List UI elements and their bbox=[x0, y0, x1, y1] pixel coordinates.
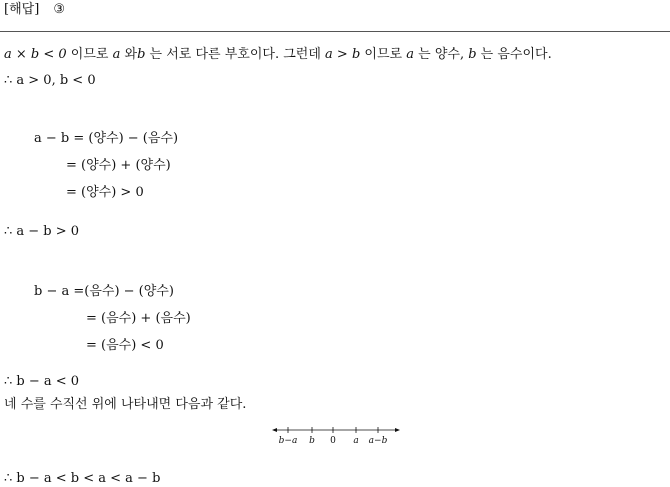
explanation-line-1 bbox=[4, 47, 552, 63]
math-a: a bbox=[406, 47, 414, 62]
answer-header bbox=[4, 2, 65, 18]
label-zero: 0 bbox=[330, 436, 336, 446]
answer-label: [해답] bbox=[4, 2, 40, 17]
number-line bbox=[270, 424, 402, 448]
math-a: a bbox=[112, 47, 121, 62]
number-line-intro: 네 수를 수직선 위에 나타내면 다음과 같다. bbox=[4, 397, 247, 412]
text: 이므로 bbox=[360, 47, 407, 62]
text: 와 bbox=[120, 47, 138, 62]
label-b: b bbox=[309, 436, 315, 446]
conclusion-1: ∴ a − b > 0 bbox=[4, 224, 80, 239]
conclusion-2: ∴ b − a < 0 bbox=[4, 374, 80, 389]
label-a-minus-b: a−b bbox=[368, 436, 388, 446]
arrow-left-icon bbox=[272, 428, 277, 432]
equation-2-row-2: = (음수) + (음수) bbox=[86, 311, 191, 326]
text: 이므로 bbox=[66, 47, 113, 62]
final-conclusion: ∴ b − a < b < a < a − b bbox=[4, 471, 161, 486]
text: 는 양수, bbox=[414, 47, 469, 62]
equation-1-row-3: = (양수) > 0 bbox=[66, 185, 144, 200]
text: 는 음수이다. bbox=[476, 47, 552, 62]
equation-2-row-3: = (음수) < 0 bbox=[86, 338, 164, 353]
math-b: b bbox=[137, 47, 146, 62]
conclusion-signs: ∴ a > 0, b < 0 bbox=[4, 73, 96, 88]
math-b: b bbox=[468, 47, 477, 62]
text: 는 서로 다른 부호이다. 그런데 bbox=[145, 47, 326, 62]
label-a: a bbox=[353, 436, 359, 446]
equation-1-row-1: a − b = (양수) − (음수) bbox=[34, 131, 179, 146]
equation-2-row-1: b − a =(음수) − (양수) bbox=[34, 284, 174, 299]
math-compare: a > b bbox=[325, 47, 361, 62]
math-product: a × b < 0 bbox=[4, 47, 67, 62]
arrow-right-icon bbox=[395, 428, 400, 432]
divider bbox=[0, 31, 670, 32]
answer-choice: ③ bbox=[53, 2, 66, 17]
equation-1-row-2: = (양수) + (양수) bbox=[66, 158, 171, 173]
label-b-minus-a: b−a bbox=[278, 436, 298, 446]
